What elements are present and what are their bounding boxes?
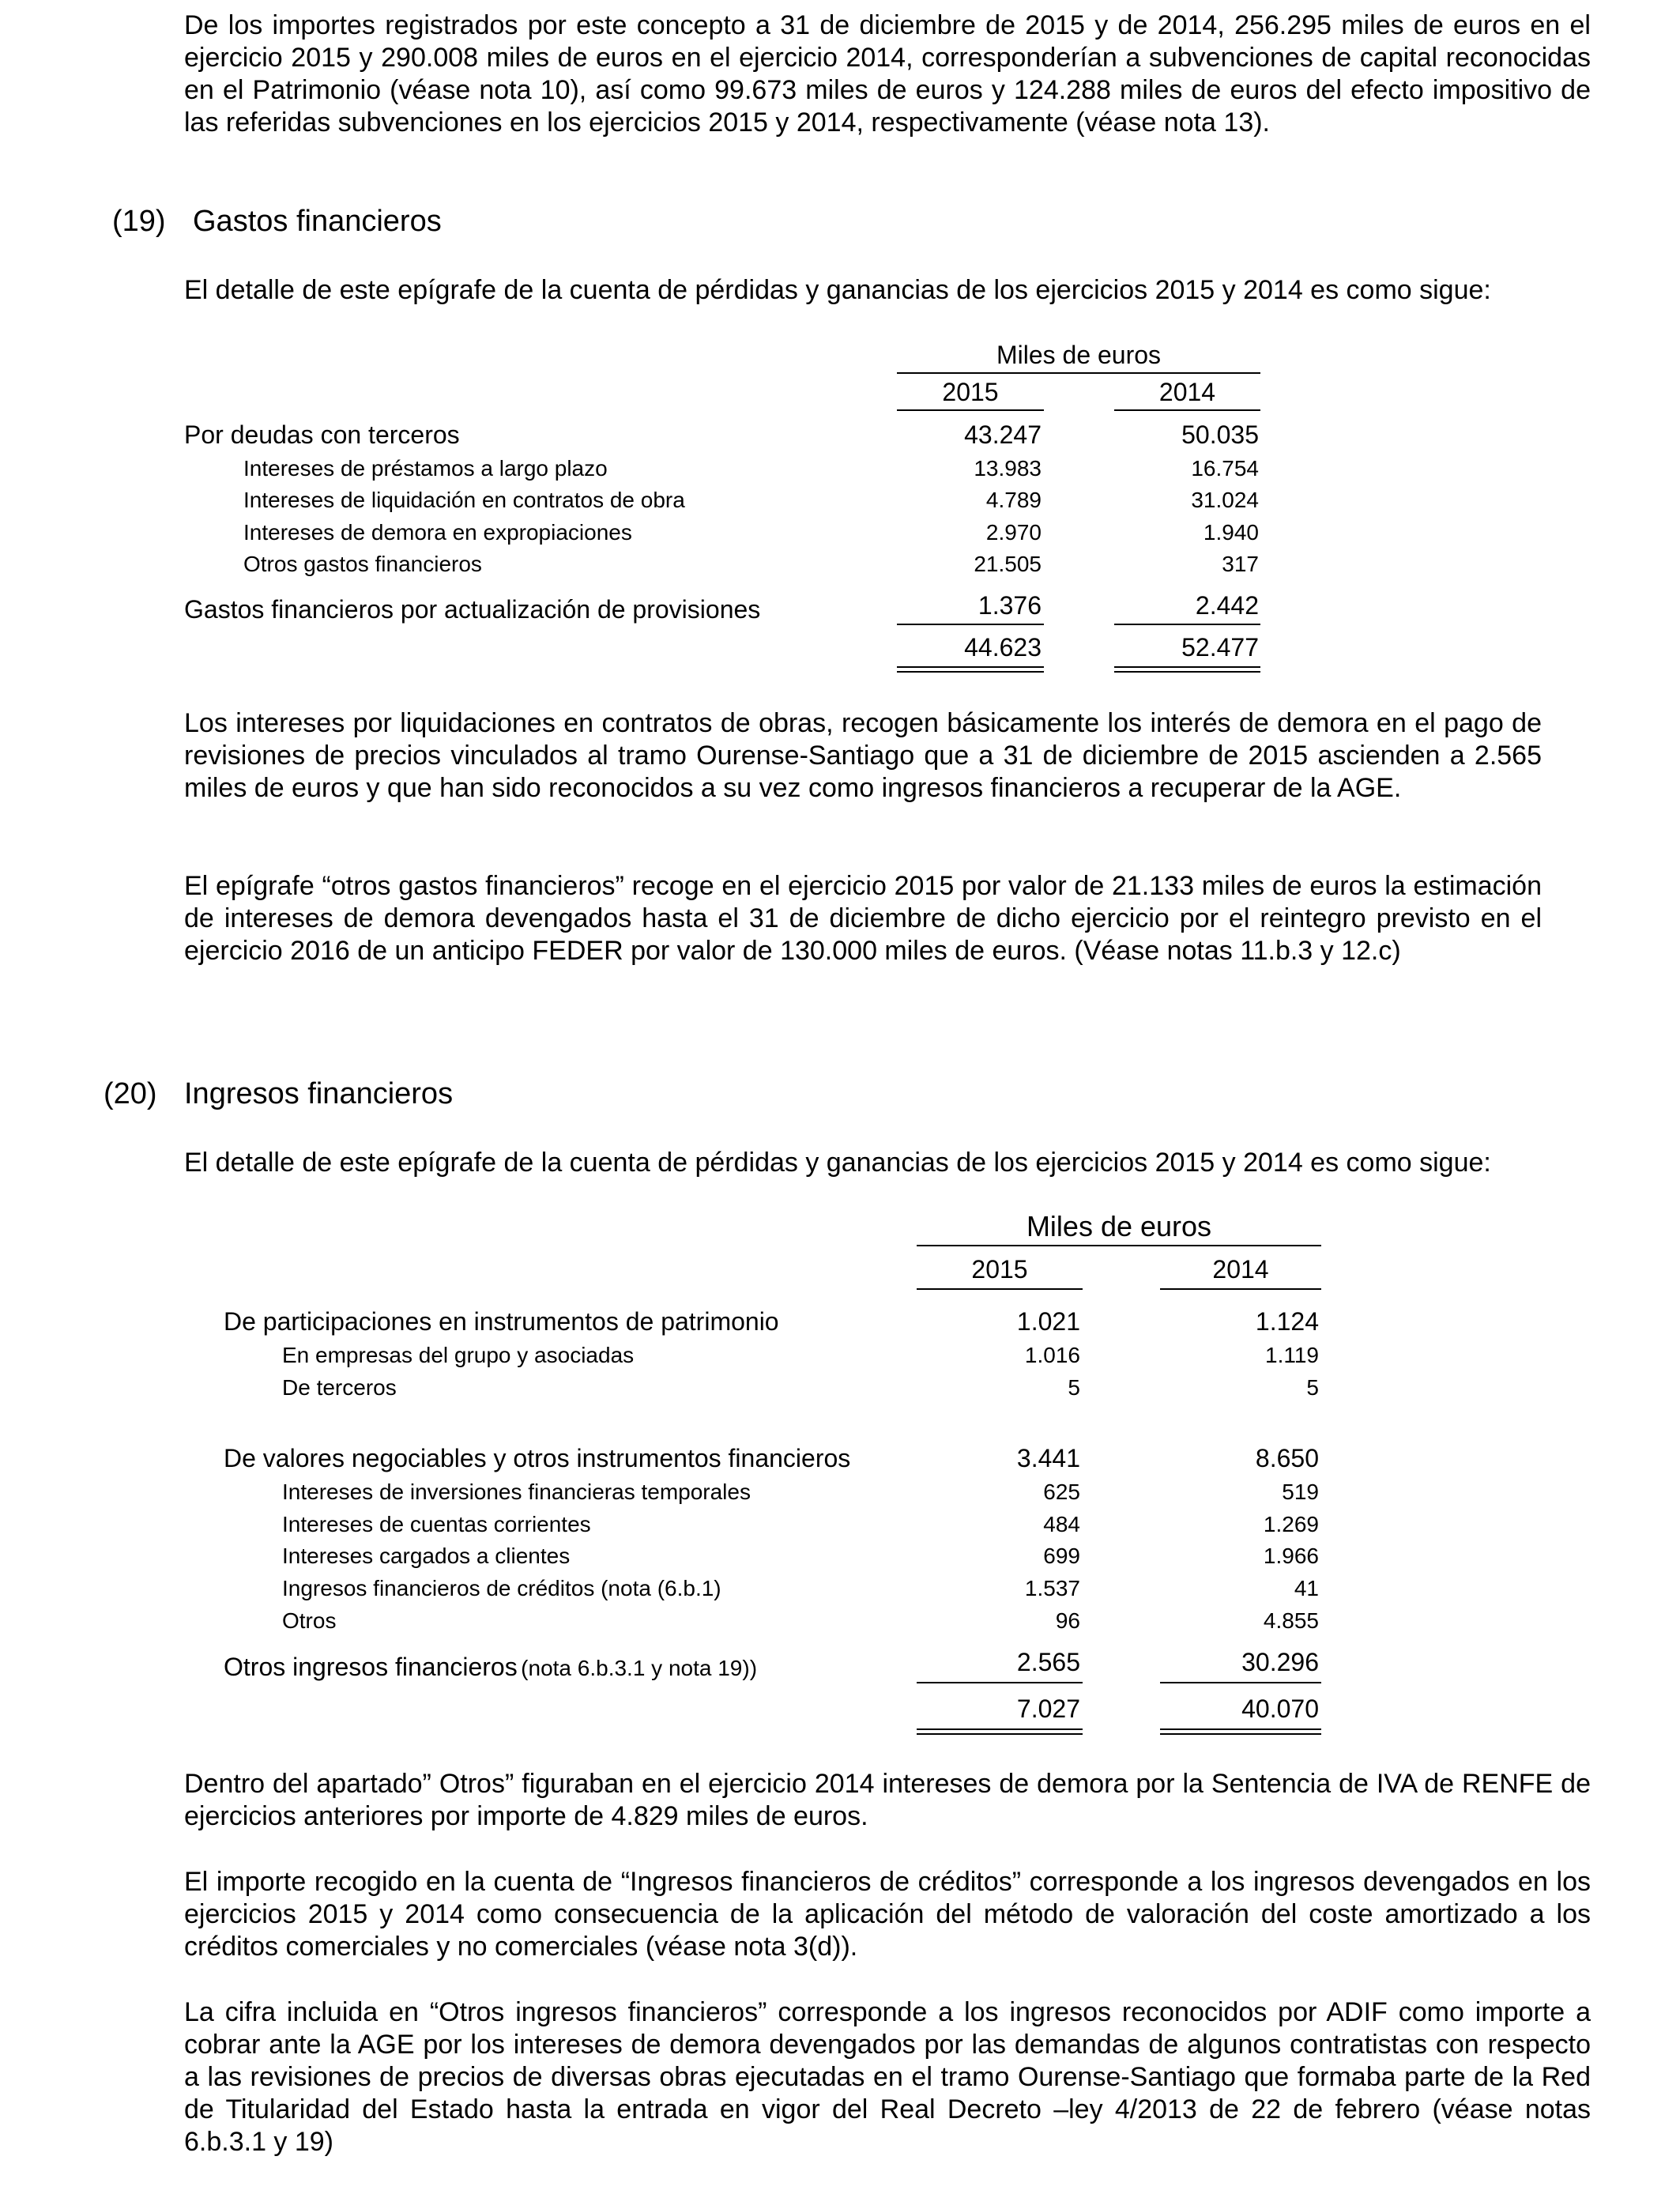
subtotal-rule-2014: [1160, 1682, 1321, 1683]
row-label-note: (nota 6.b.3.1 y nota 19)): [521, 1656, 758, 1680]
col-header-2015: 2015: [971, 1255, 1028, 1284]
row-label: Intereses de préstamos a largo plazo: [243, 456, 608, 481]
col-rule-2014: [1160, 1288, 1321, 1290]
row-value-2014: 4.855: [1263, 1608, 1319, 1633]
row-label: Por deudas con terceros: [184, 420, 460, 449]
section-19-intro: El detalle de este epígrafe de la cuenta de pérdidas y ganancias de los ejercicios 2015 y 2014 es como sigue:: [184, 275, 1491, 305]
total-value-2015: 7.027: [1016, 1695, 1080, 1723]
section-19-heading: [112, 204, 442, 239]
section-19-number: (19): [112, 205, 166, 238]
row-value-2014: 31.024: [1191, 488, 1259, 512]
col-rule-2015: [917, 1288, 1083, 1290]
row-value-2014: 1.940: [1203, 520, 1259, 545]
row-value-2015: 1.376: [977, 591, 1042, 620]
row-value-2014: 16.754: [1191, 456, 1259, 481]
section-19-title: Gastos financieros: [193, 205, 442, 238]
col-header-2015: 2015: [942, 378, 999, 406]
row-label: [224, 1653, 757, 1682]
row-value-2014: 50.035: [1181, 420, 1259, 449]
section-20-paragraph-2: El importe recogido en la cuenta de “Ingresos financieros de créditos” corresponde a los ingresos devengados en los ejercicios 2015 y 2014 como consecuencia de la aplicación del método de valoración del coste amortizado a los créditos comerciales y no comerciales (véase nota 3(d)).: [184, 1867, 1591, 1962]
col-header-2014: 2014: [1212, 1255, 1269, 1284]
row-label: Intereses de inversiones financieras temporales: [282, 1480, 751, 1504]
section-20-heading: [104, 1076, 454, 1111]
row-value-2014: 2.442: [1195, 591, 1259, 620]
row-label: Intereses de demora en expropiaciones: [243, 520, 632, 545]
row-value-2014: 1.966: [1263, 1544, 1319, 1568]
row-value-2014: 519: [1282, 1480, 1319, 1504]
row-label: Intereses de cuentas corrientes: [282, 1512, 591, 1536]
row-value-2015: 625: [1043, 1480, 1080, 1504]
total-double-rule-2014: [1114, 666, 1260, 673]
col-header-2014: 2014: [1158, 378, 1216, 406]
row-label: De valores negociables y otros instrumentos financieros: [224, 1444, 851, 1472]
row-value-2014: 8.650: [1255, 1444, 1319, 1472]
row-value-2015: 1.537: [1024, 1576, 1080, 1600]
total-value-2014: 52.477: [1181, 633, 1259, 662]
row-label: Ingresos financieros de créditos (nota (6.b.1): [282, 1576, 721, 1600]
subtotal-rule-2015: [917, 1682, 1083, 1683]
section-20-title: Ingresos financieros: [184, 1077, 454, 1110]
row-value-2015: 2.565: [1016, 1648, 1080, 1676]
row-value-2015: 699: [1043, 1544, 1080, 1568]
section-20-paragraph-3: La cifra incluida en “Otros ingresos financieros” corresponde a los ingresos reconocidos por ADIF como importe a cobrar ante la AGE por los intereses de demora devengados por las demandas de algunos contratistas con respecto a las revisiones de precios de diversas obras ejecutadas en el tramo Ourense-Santiago que formaba parte de la Red de Titularidad del Estado hasta la entrada en vigor del Real Decreto –ley 4/2013 de 22 de febrero (véase notas 6.b.3.1 y 19): [184, 1997, 1591, 2157]
row-value-2015: 21.505: [974, 552, 1042, 576]
subtotal-rule-2015: [897, 624, 1044, 625]
header-rule: [917, 1245, 1321, 1246]
section-20-number: (20): [104, 1077, 157, 1110]
total-double-rule-2014: [1160, 1728, 1321, 1735]
row-value-2015: 1.016: [1024, 1343, 1080, 1367]
section-19-paragraph-2: El epígrafe “otros gastos financieros” recoge en el ejercicio 2015 por valor de 21.133 miles de euros la estimación de intereses de demora devengados hasta el 31 de diciembre de dicho ejercicio por el reintegro previsto en el ejercicio 2016 de un anticipo FEDER por valor de 130.000 miles de euros. (Véase notas 11.b.3 y 12.c): [184, 871, 1542, 966]
row-value-2014: 5: [1306, 1375, 1319, 1400]
row-label: En empresas del grupo y asociadas: [282, 1343, 635, 1367]
row-value-2015: 3.441: [1016, 1444, 1080, 1472]
row-value-2014: 1.124: [1255, 1307, 1319, 1336]
row-value-2014: 41: [1294, 1576, 1319, 1600]
row-label: De participaciones en instrumentos de patrimonio: [224, 1307, 779, 1336]
section-19-paragraph-1: Los intereses por liquidaciones en contratos de obras, recogen básicamente los interés de demora en el pago de revisiones de precios vinculados al tramo Ourense-Santiago que a 31 de diciembre de 2015 ascienden a 2.565 miles de euros y que han sido reconocidos a su vez como ingresos financieros a recuperar de la AGE.: [184, 708, 1542, 803]
col-rule-2014: [1114, 409, 1260, 411]
header-rule: [897, 372, 1260, 374]
unit-header: Miles de euros: [996, 341, 1162, 369]
total-value-2014: 40.070: [1241, 1695, 1319, 1723]
col-rule-2015: [897, 409, 1044, 411]
row-label: Otros gastos financieros: [243, 552, 482, 576]
row-value-2014: 30.296: [1241, 1648, 1319, 1676]
total-value-2015: 44.623: [964, 633, 1042, 662]
row-value-2014: 1.119: [1265, 1343, 1319, 1367]
row-label: Intereses cargados a clientes: [282, 1544, 571, 1568]
intro-paragraph: De los importes registrados por este concepto a 31 de diciembre de 2015 y de 2014, 256.295 miles de euros en el ejercicio 2015 y 290.008 miles de euros en el ejercicio 2014, corresponderían a subvenciones de capital reconocidas en el Patrimonio (véase nota 10), así como 99.673 miles de euros y 124.288 miles de euros del efecto impositivo de las referidas subvenciones en los ejercicios 2015 y 2014, respectivamente (véase nota 13).: [184, 10, 1591, 138]
unit-header: Miles de euros: [1026, 1210, 1212, 1242]
row-value-2015: 5: [1068, 1375, 1080, 1400]
row-label: Intereses de liquidación en contratos de obra: [243, 488, 685, 512]
row-value-2015: 13.983: [974, 456, 1042, 481]
row-value-2014: 317: [1222, 552, 1259, 576]
total-double-rule-2015: [917, 1728, 1083, 1735]
row-value-2015: 96: [1055, 1608, 1080, 1633]
row-value-2015: 2.970: [985, 520, 1042, 545]
total-double-rule-2015: [897, 666, 1044, 673]
row-value-2015: 43.247: [964, 420, 1042, 449]
row-label: Otros: [282, 1608, 337, 1633]
row-value-2015: 4.789: [985, 488, 1042, 512]
row-value-2015: 484: [1043, 1512, 1080, 1536]
row-label: Gastos financieros por actualización de provisiones: [184, 595, 761, 624]
row-label-main: Otros ingresos financieros: [224, 1653, 518, 1681]
row-label: De terceros: [282, 1375, 397, 1400]
section-20-intro: El detalle de este epígrafe de la cuenta de pérdidas y ganancias de los ejercicios 2015 y 2014 es como sigue:: [184, 1148, 1491, 1178]
row-value-2014: 1.269: [1263, 1512, 1319, 1536]
row-value-2015: 1.021: [1016, 1307, 1080, 1336]
subtotal-rule-2014: [1114, 624, 1260, 625]
section-20-paragraph-1: Dentro del apartado” Otros” figuraban en el ejercicio 2014 intereses de demora por la Sentencia de IVA de RENFE de ejercicios anteriores por importe de 4.829 miles de euros.: [184, 1769, 1591, 1831]
